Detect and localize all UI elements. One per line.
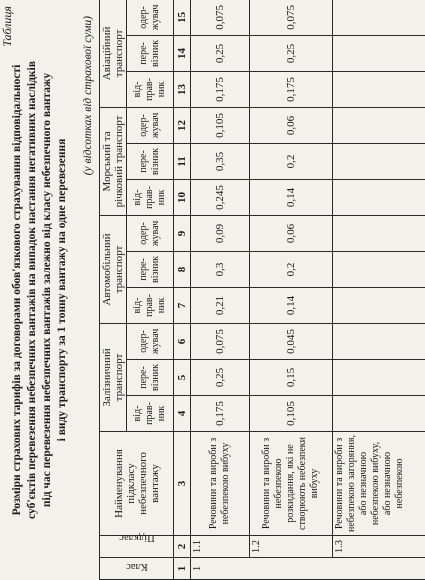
subclass-header: Підклас	[100, 536, 174, 558]
title-line: під час перевезення небезпечних вантажів залежно від класу небезпечного вантажу	[41, 72, 53, 508]
tariff-value: 0,14	[250, 179, 333, 215]
class-header: Клас	[100, 558, 174, 580]
table-row	[333, 0, 425, 580]
tariff-value	[333, 251, 425, 287]
tariff-value: 0,105	[250, 396, 333, 432]
tariff-value: 0,25	[250, 35, 333, 71]
tariff-value: 0,25	[191, 360, 250, 396]
column-number: 1	[174, 558, 191, 580]
tariff-value	[333, 0, 425, 35]
table-label: Таблиця	[0, 6, 14, 47]
tariff-value: 0,2	[250, 143, 333, 179]
tariff-value: 0,075	[191, 323, 250, 359]
column-number: 13	[174, 71, 191, 107]
tariff-value: 0,245	[191, 179, 250, 215]
column-number: 9	[174, 215, 191, 251]
name-header: Найменування підкласу небезпечного вантажу	[100, 432, 174, 536]
table-row	[250, 0, 333, 580]
column-number: 3	[174, 432, 191, 536]
column-number: 10	[174, 179, 191, 215]
tariff-value: 0,045	[250, 323, 333, 359]
tariff-value: 0,35	[191, 143, 250, 179]
transport-header-road: Автомобільний транспорт	[100, 215, 127, 323]
title-line: і виду транспорту за 1 тонну вантажу на одне перевезення	[56, 138, 68, 442]
role-header-sender: від-прав-ник	[127, 179, 174, 215]
role-header-carrier: пере-візник	[127, 251, 174, 287]
tariff-value	[333, 179, 425, 215]
role-header-receiver: одер-жувач	[127, 215, 174, 251]
cargo-name-cell: Речовини та вироби з небезпекою загоряння, або незначною небезпекою вибуху, або незначною небезпекою	[333, 432, 425, 536]
document-title	[10, 0, 70, 580]
column-number: 8	[174, 251, 191, 287]
column-number: 4	[174, 396, 191, 432]
tariff-value: 0,3	[191, 251, 250, 287]
tariff-value	[333, 107, 425, 143]
tariff-value	[333, 396, 425, 432]
role-header-receiver: одер-жувач	[127, 107, 174, 143]
role-header-receiver: одер-жувач	[127, 323, 174, 359]
column-number: 2	[174, 536, 191, 558]
transport-header-rail: Залізничний транспорт	[100, 323, 127, 431]
tariff-table	[99, 0, 425, 580]
role-header-sender: від-прав-ник	[127, 287, 174, 323]
tariff-value: 0,175	[191, 396, 250, 432]
units-note: (у відсотках від страхової суми)	[82, 16, 94, 176]
tariff-value: 0,075	[250, 0, 333, 35]
tariff-value: 0,25	[191, 35, 250, 71]
column-number: 6	[174, 323, 191, 359]
column-number: 15	[174, 0, 191, 35]
subclass-cell: 1.3	[333, 536, 425, 558]
role-header-sender: від-прав-ник	[127, 396, 174, 432]
tariff-value: 0,075	[191, 0, 250, 35]
column-number-row	[174, 0, 191, 580]
subclass-cell: 1.2	[250, 536, 333, 558]
tariff-value: 0,06	[250, 215, 333, 251]
tariff-value	[333, 323, 425, 359]
tariff-value: 0,06	[250, 107, 333, 143]
tariff-value	[333, 215, 425, 251]
tariff-value	[333, 35, 425, 71]
tariff-value: 0,175	[250, 71, 333, 107]
title-line: Розміри страхових тарифів за договорами обов'язкового страхування відповідальності	[11, 64, 23, 516]
role-header-carrier: пере-візник	[127, 360, 174, 396]
tariff-value: 0,21	[191, 287, 250, 323]
title-line: суб'єктів перевезення небезпечних вантажів на випадок настання негативних наслідків	[26, 61, 38, 519]
role-header-carrier: пере-візник	[127, 35, 174, 71]
column-number: 11	[174, 143, 191, 179]
table-row	[191, 0, 250, 580]
column-number: 7	[174, 287, 191, 323]
tariff-value: 0,105	[191, 107, 250, 143]
tariff-value	[333, 143, 425, 179]
tariff-value	[333, 360, 425, 396]
tariff-value: 0,14	[250, 287, 333, 323]
cargo-name-cell: Речовини та вироби з небезпекою вибуху	[191, 432, 250, 536]
role-header-receiver: одер-жувач	[127, 0, 174, 35]
tariff-value	[333, 287, 425, 323]
cargo-name-cell: Речовини та вироби з небезпекою розкидання, які не створюють небезпеки вибуху	[250, 432, 333, 536]
role-header-sender: від-прав-ник	[127, 71, 174, 107]
header-row-transport	[100, 0, 127, 580]
column-number: 5	[174, 360, 191, 396]
tariff-value: 0,2	[250, 251, 333, 287]
transport-header-air: Авіаційний транспорт	[100, 0, 127, 107]
transport-header-sea-river: Морський та річковий транспорт	[100, 107, 127, 215]
tariff-value: 0,175	[191, 71, 250, 107]
subclass-cell: 1.1	[191, 536, 250, 558]
column-number: 14	[174, 35, 191, 71]
class-cell: 1	[191, 558, 425, 580]
tariff-value: 0,09	[191, 215, 250, 251]
column-number: 12	[174, 107, 191, 143]
role-header-carrier: пере-візник	[127, 143, 174, 179]
tariff-value: 0,15	[250, 360, 333, 396]
tariff-value	[333, 71, 425, 107]
